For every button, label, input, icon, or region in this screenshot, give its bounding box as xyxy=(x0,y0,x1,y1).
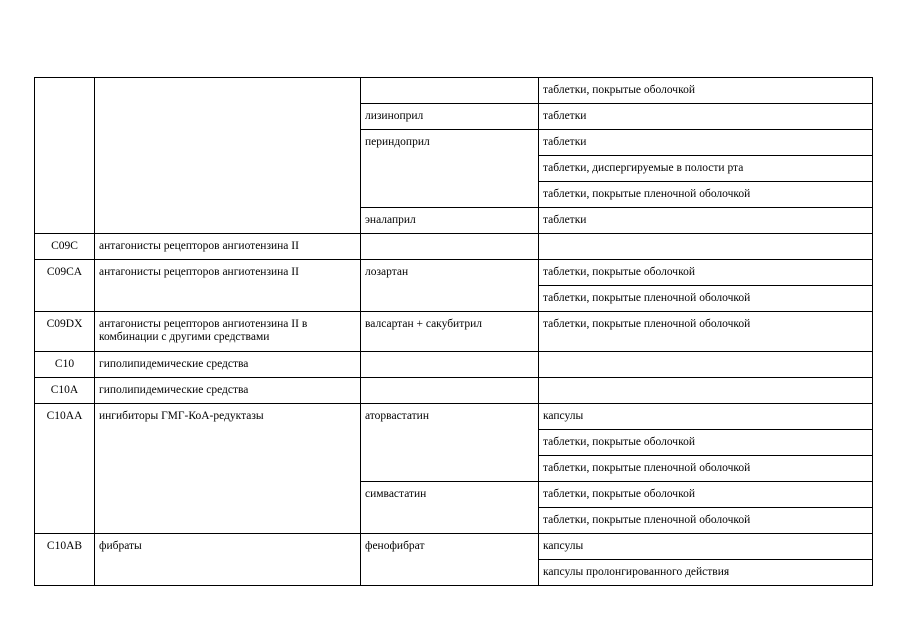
substance-cell xyxy=(361,378,539,404)
group-cell: антагонисты рецепторов ангиотензина II xyxy=(95,260,361,312)
substance-cell: валсартан + сакубитрил xyxy=(361,312,539,352)
atc-code-cell: C09DX xyxy=(35,312,95,352)
dosage-form-cell: капсулы xyxy=(539,404,873,430)
dosage-form-cell: таблетки, диспергируемые в полости рта xyxy=(539,156,873,182)
table-row xyxy=(35,534,873,560)
group-cell: фибраты xyxy=(95,534,361,586)
substance-cell: лизиноприл xyxy=(361,104,539,130)
dosage-form-cell xyxy=(539,234,873,260)
group-cell: ингибиторы ГМГ-КоА-редуктазы xyxy=(95,404,361,534)
table-row xyxy=(35,312,873,352)
dosage-form-cell: таблетки xyxy=(539,208,873,234)
atc-code-cell: C09CA xyxy=(35,260,95,312)
dosage-form-cell: таблетки, покрытые оболочкой xyxy=(539,260,873,286)
dosage-form-cell: таблетки, покрытые пленочной оболочкой xyxy=(539,456,873,482)
drug-table xyxy=(34,77,873,586)
atc-code-cell: C10AA xyxy=(35,404,95,534)
table-row xyxy=(35,378,873,404)
dosage-form-cell xyxy=(539,352,873,378)
dosage-form-cell: таблетки, покрытые пленочной оболочкой xyxy=(539,286,873,312)
dosage-form-cell: таблетки, покрытые оболочкой xyxy=(539,78,873,104)
table-row xyxy=(35,78,873,104)
table-row xyxy=(35,234,873,260)
substance-cell xyxy=(361,78,539,104)
atc-code-cell: C10A xyxy=(35,378,95,404)
substance-cell xyxy=(361,234,539,260)
group-cell: антагонисты рецепторов ангиотензина II xyxy=(95,234,361,260)
dosage-form-cell: таблетки xyxy=(539,104,873,130)
dosage-form-cell: таблетки, покрытые оболочкой xyxy=(539,430,873,456)
table-row xyxy=(35,352,873,378)
group-cell: гиполипидемические средства xyxy=(95,378,361,404)
substance-cell: аторвастатин xyxy=(361,404,539,482)
dosage-form-cell: капсулы пролонгированного действия xyxy=(539,560,873,586)
atc-code-cell: C09C xyxy=(35,234,95,260)
substance-cell: лозартан xyxy=(361,260,539,312)
substance-cell: фенофибрат xyxy=(361,534,539,586)
dosage-form-cell xyxy=(539,378,873,404)
dosage-form-cell: капсулы xyxy=(539,534,873,560)
dosage-form-cell: таблетки, покрытые пленочной оболочкой xyxy=(539,182,873,208)
group-cell: гиполипидемические средства xyxy=(95,352,361,378)
substance-cell xyxy=(361,352,539,378)
dosage-form-cell: таблетки, покрытые пленочной оболочкой xyxy=(539,508,873,534)
table-row xyxy=(35,404,873,430)
dosage-form-cell: таблетки xyxy=(539,130,873,156)
atc-code-cell: C10 xyxy=(35,352,95,378)
group-cell: антагонисты рецепторов ангиотензина II в комбинации с другими средствами xyxy=(95,312,361,352)
dosage-form-cell: таблетки, покрытые пленочной оболочкой xyxy=(539,312,873,352)
group-cell xyxy=(95,78,361,234)
substance-cell: эналаприл xyxy=(361,208,539,234)
dosage-form-cell: таблетки, покрытые оболочкой xyxy=(539,482,873,508)
table-row xyxy=(35,260,873,286)
atc-code-cell xyxy=(35,78,95,234)
substance-cell: периндоприл xyxy=(361,130,539,208)
substance-cell: симвастатин xyxy=(361,482,539,534)
atc-code-cell: C10AB xyxy=(35,534,95,586)
